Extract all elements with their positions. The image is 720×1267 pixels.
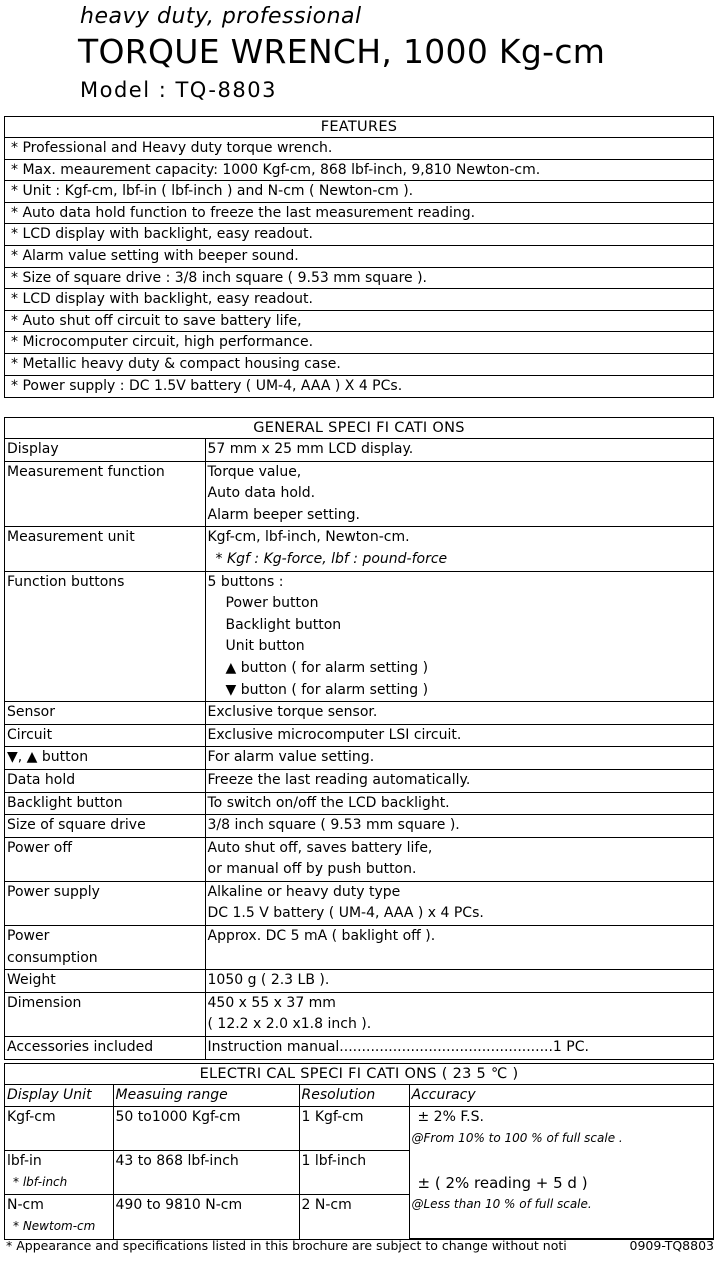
table-row xyxy=(5,769,713,792)
spec-value: Auto shut off, saves battery life, or manual off by push button. xyxy=(205,837,713,881)
feature-item: * Metallic heavy duty & compact housing case. xyxy=(5,354,713,376)
spec-label: Backlight button xyxy=(5,792,205,815)
footer-disclaimer: * Appearance and specifications listed in this brochure are subject to change without noti xyxy=(6,1238,567,1253)
spec-value: Exclusive torque sensor. xyxy=(205,702,713,725)
spec-value: Alkaline or heavy duty type DC 1.5 V battery ( UM-4, AAA ) x 4 PCs. xyxy=(205,881,713,925)
general-specs-box xyxy=(4,417,714,1060)
feature-item: * Microcomputer circuit, high performance. xyxy=(5,332,713,354)
table-row xyxy=(5,747,713,770)
spec-label: Accessories included xyxy=(5,1037,205,1059)
accuracy-fs-note: @From 10% to 100 % of full scale . xyxy=(411,1131,623,1145)
header-display-unit: Display Unit xyxy=(5,1085,113,1107)
product-title: TORQUE WRENCH, 1000 Kg-cm xyxy=(78,32,606,71)
spec-label: Power supply xyxy=(5,881,205,925)
unit-cell: lbf-in * lbf-inch xyxy=(5,1151,113,1195)
spec-label: Circuit xyxy=(5,724,205,747)
unit-cell: N-cm * Newtom-cm xyxy=(5,1195,113,1239)
spec-value: Torque value, Auto data hold. Alarm beeper setting. xyxy=(205,461,713,527)
model-number: Model : TQ-8803 xyxy=(80,78,277,102)
unit-cell: Kgf-cm xyxy=(5,1107,113,1151)
spec-label: Data hold xyxy=(5,769,205,792)
accuracy-reading: ± ( 2% reading + 5 d ) xyxy=(417,1174,588,1193)
table-row xyxy=(5,970,713,993)
spec-label: Function buttons xyxy=(5,571,205,702)
table-row xyxy=(5,724,713,747)
spec-label: Sensor xyxy=(5,702,205,725)
spec-value: Exclusive microcomputer LSI circuit. xyxy=(205,724,713,747)
spec-value: To switch on/off the LCD backlight. xyxy=(205,792,713,815)
features-list xyxy=(5,138,713,397)
table-row xyxy=(5,792,713,815)
feature-item: * Max. meaurement capacity: 1000 Kgf-cm, 868 lbf-inch, 9,810 Newton-cm. xyxy=(5,160,713,182)
feature-item: * Auto shut off circuit to save battery life, xyxy=(5,311,713,333)
electrical-specs-box xyxy=(4,1063,714,1240)
electrical-specs-table xyxy=(5,1085,713,1239)
spec-label: ▼, ▲ button xyxy=(5,747,205,770)
spec-label: Measurement unit xyxy=(5,527,205,571)
spec-value: For alarm value setting. xyxy=(205,747,713,770)
table-row xyxy=(5,439,713,461)
range-cell: 43 to 868 lbf-inch xyxy=(113,1151,299,1195)
table-row xyxy=(5,837,713,881)
spec-label: Weight xyxy=(5,970,205,993)
header-accuracy: Accuracy xyxy=(409,1085,713,1107)
spec-value: 1050 g ( 2.3 LB ). xyxy=(205,970,713,993)
table-row xyxy=(5,702,713,725)
table-row xyxy=(5,815,713,838)
spec-value: 3/8 inch square ( 9.53 mm square ). xyxy=(205,815,713,838)
feature-item: * LCD display with backlight, easy readout. xyxy=(5,289,713,311)
header-measuring-range: Measuing range xyxy=(113,1085,299,1107)
table-row xyxy=(5,1107,713,1151)
accuracy-fs: ± 2% F.S. xyxy=(417,1109,484,1125)
spec-value: Approx. DC 5 mA ( baklight off ). xyxy=(205,926,713,970)
spec-label: Display xyxy=(5,439,205,461)
feature-item: * Professional and Heavy duty torque wrench. xyxy=(5,138,713,160)
range-cell: 50 to1000 Kgf-cm xyxy=(113,1107,299,1151)
spec-value: 57 mm x 25 mm LCD display. xyxy=(205,439,713,461)
features-box xyxy=(4,116,714,398)
table-row xyxy=(5,571,713,702)
accuracy-reading-note: @Less than 10 % of full scale. xyxy=(411,1197,592,1212)
table-row xyxy=(5,527,713,571)
header-tagline: heavy duty, professional xyxy=(80,4,362,29)
electrical-specs-title: ELECTRI CAL SPECI FI CATI ONS ( 23 5 ℃ ) xyxy=(5,1064,713,1085)
features-title: FEATURES xyxy=(5,117,713,138)
spec-label: Power consumption xyxy=(5,926,205,970)
resolution-cell: 1 lbf-inch xyxy=(299,1151,409,1195)
general-specs-title: GENERAL SPECI FI CATI ONS xyxy=(5,418,713,439)
table-row xyxy=(5,881,713,925)
general-specs-table xyxy=(5,439,713,1059)
feature-item: * Power supply : DC 1.5V battery ( UM-4, AAA ) X 4 PCs. xyxy=(11,377,403,394)
feature-item: * Unit : Kgf-cm, lbf-in ( lbf-inch ) and N-cm ( Newton-cm ). xyxy=(5,181,713,203)
resolution-cell: 2 N-cm xyxy=(299,1195,409,1239)
spec-label: Size of square drive xyxy=(5,815,205,838)
feature-item: * Size of square drive : 3/8 inch square ( 9.53 mm square ). xyxy=(5,268,713,290)
spec-value: 5 buttons : Power button Backlight button Unit button ▲ button ( for alarm setting ) ▼ button ( for alarm setting ) xyxy=(205,571,713,702)
spec-label: Measurement function xyxy=(5,461,205,527)
range-cell: 490 to 9810 N-cm xyxy=(113,1195,299,1239)
resolution-cell: 1 Kgf-cm xyxy=(299,1107,409,1151)
table-row xyxy=(5,461,713,527)
electrical-header-row xyxy=(5,1085,713,1107)
accuracy-cell xyxy=(409,1107,713,1151)
feature-item: * Alarm value setting with beeper sound. xyxy=(5,246,713,268)
spec-label: Dimension xyxy=(5,992,205,1036)
feature-item: * Auto data hold function to freeze the last measurement reading. xyxy=(5,203,713,225)
feature-item: * LCD display with backlight, easy readout. xyxy=(5,224,713,246)
header-resolution: Resolution xyxy=(299,1085,409,1107)
accuracy-cell xyxy=(409,1151,713,1239)
table-row xyxy=(5,1151,713,1195)
table-row xyxy=(5,992,713,1036)
table-row xyxy=(5,926,713,970)
table-row xyxy=(5,1037,713,1059)
spec-value: Instruction manual................................................1 PC. xyxy=(205,1037,713,1059)
spec-value: Kgf-cm, lbf-inch, Newton-cm. * Kgf : Kg-force, lbf : pound-force xyxy=(205,527,713,571)
spec-value: 450 x 55 x 37 mm ( 12.2 x 2.0 x1.8 inch ). xyxy=(205,992,713,1036)
footer-code: 0909-TQ8803 xyxy=(629,1238,714,1253)
spec-label: Power off xyxy=(5,837,205,881)
spec-value: Freeze the last reading automatically. xyxy=(205,769,713,792)
